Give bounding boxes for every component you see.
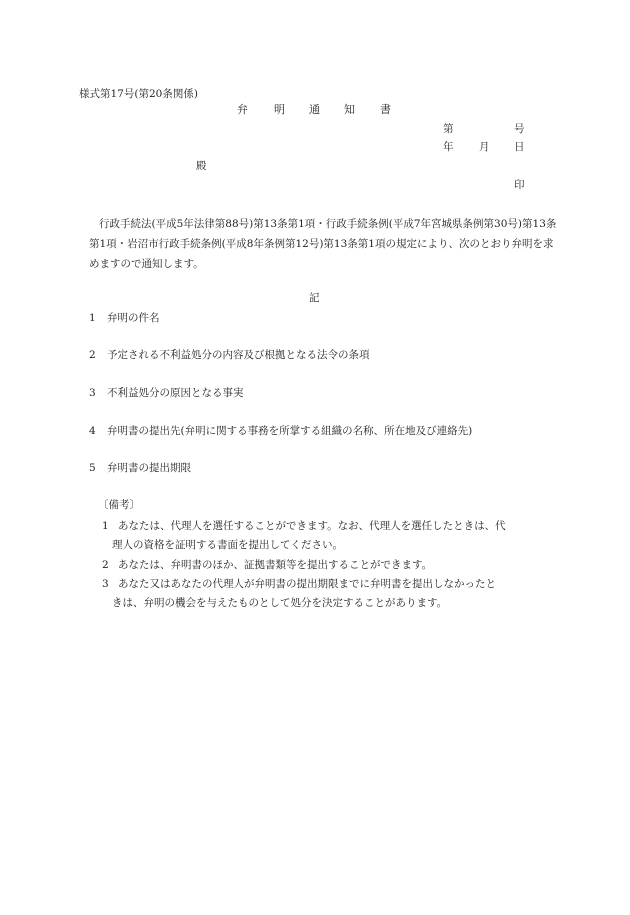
note-number: 2 xyxy=(102,559,109,571)
item-text: 弁明書の提出先(弁明に関する事務を所掌する組織の名称、所在地及び連絡先) xyxy=(107,425,473,437)
item-text: 予定される不利益処分の内容及び根拠となる法令の条項 xyxy=(107,349,370,361)
notice-paragraph: 行政手続法(平成5年法律第88号)第13条第1項・行政手続条例(平成7年宮城県条例第30号)第13条第1項・岩沼市行政手続条例(平成8年条例第12号)第13条第1項の規定により、次のとおり弁明を求めますので通知します。 xyxy=(89,218,557,270)
addressee-suffix: 殿 xyxy=(196,160,207,172)
list-item xyxy=(89,313,160,324)
document-number-suffix: 号 xyxy=(514,123,525,135)
note-text-continuation: きは、弁明の機会を与えたものとして処分を決定することがあります。 xyxy=(112,597,448,609)
item-number: 3 xyxy=(89,387,96,399)
item-text: 弁明の件名 xyxy=(107,312,160,324)
date-month: 月 xyxy=(479,141,490,153)
title-char: 明 xyxy=(274,103,285,116)
list-item xyxy=(89,463,191,474)
ki-heading: 記 xyxy=(309,292,320,304)
item-number: 4 xyxy=(89,425,96,437)
note-number: 3 xyxy=(102,578,109,590)
form-number: 様式第17号(第20条関係) xyxy=(79,88,198,100)
list-item xyxy=(89,426,472,437)
note-text: あなたは、弁明書のほか、証拠書類等を提出することができます。 xyxy=(118,559,433,571)
seal-mark: 印 xyxy=(514,179,525,191)
list-item xyxy=(89,350,370,361)
title-char: 通 xyxy=(309,103,320,116)
title-char: 書 xyxy=(380,103,391,116)
notes-heading: 〔備考〕 xyxy=(98,499,140,511)
note-text: あなたは、代理人を選任することができます。なお、代理人を選任したときは、代 xyxy=(118,520,506,532)
item-number: 1 xyxy=(89,312,96,324)
item-number: 5 xyxy=(89,462,96,474)
document-title xyxy=(0,104,630,118)
note-entry xyxy=(102,517,557,555)
note-text-continuation: 理人の資格を証明する書面を提出してください。 xyxy=(112,539,343,551)
title-char: 弁 xyxy=(237,103,248,116)
note-entry xyxy=(102,556,557,575)
note-text: あなた又はあなたの代理人が弁明書の提出期限までに弁明書を提出しなかったと xyxy=(118,578,496,590)
document-number-prefix: 第 xyxy=(443,123,454,135)
date-year: 年 xyxy=(443,141,454,153)
item-text: 不利益処分の原因となる事実 xyxy=(107,387,244,399)
title-char: 知 xyxy=(344,103,355,116)
date-day: 日 xyxy=(514,141,525,153)
list-item xyxy=(89,388,244,399)
item-text: 弁明書の提出期限 xyxy=(107,462,191,474)
note-entry xyxy=(102,575,557,613)
item-number: 2 xyxy=(89,349,96,361)
note-number: 1 xyxy=(102,520,109,532)
